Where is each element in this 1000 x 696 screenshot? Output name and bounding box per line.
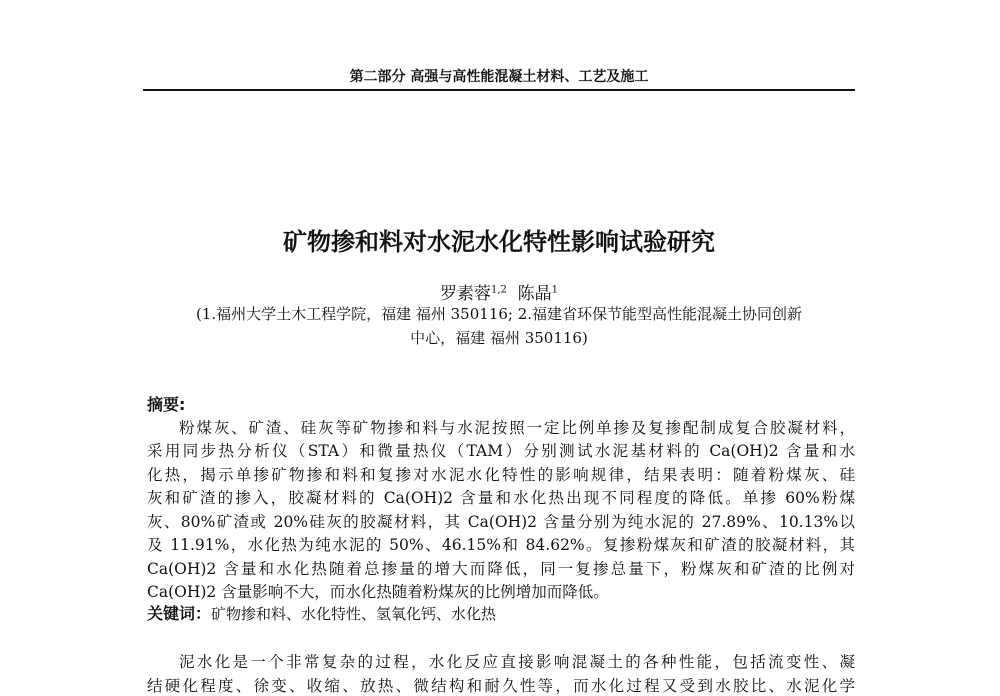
authors bbox=[143, 279, 855, 304]
affiliation-line: 中心，福建 福州 350116) bbox=[410, 329, 588, 347]
abstract-line: 及 11.91%，水化热为纯水泥的 50%、46.15%和 84.62%。复掺粉煤灰和矿渣的胶凝材料，其 bbox=[147, 536, 855, 554]
author-name: 罗素蓉 bbox=[439, 284, 491, 304]
keywords-text: 矿物掺和料、水化特性、氢氧化钙、水化热 bbox=[211, 605, 497, 623]
abstract-line: Ca(OH)2 含量影响不大，而水化热随着粉煤灰的比例增加而降低。 bbox=[147, 583, 609, 601]
affiliation-line: (1.福州大学土木工程学院，福建 福州 350116; 2.福建省环保节能型高性能混凝土协同创新 bbox=[195, 305, 803, 323]
body-line: 泥水化是一个非常复杂的过程，水化反应直接影响混凝土的各种性能，包括流变性、凝 bbox=[179, 653, 855, 671]
abstract-line: 灰、80%矿渣或 20%硅灰的胶凝材料，其 Ca(OH)2 含量分别为纯水泥的 27.89%、10.13%以 bbox=[147, 513, 855, 531]
author-affil: 1 bbox=[551, 284, 559, 296]
abstract-line: 化热，揭示单掺矿物掺和料和复掺对水泥水化特性的影响规律，结果表明：随着粉煤灰、硅 bbox=[147, 466, 855, 484]
abstract-line: 采用同步热分析仪（STA）和微量热仪（TAM）分别测试水泥基材料的 Ca(OH)2 含量和水 bbox=[147, 442, 855, 460]
author-affil: 1,2 bbox=[490, 284, 507, 296]
keywords bbox=[147, 601, 496, 624]
abstract-line: 灰和矿渣的掺入，胶凝材料的 Ca(OH)2 含量和水化热出现不同程度的降低。单掺 60%粉煤 bbox=[147, 489, 855, 507]
author-name: 陈晶 bbox=[517, 284, 552, 304]
paper-title: 矿物掺和料对水泥水化特性影响试验研究 bbox=[283, 228, 715, 256]
header-rule bbox=[143, 89, 855, 91]
abstract-line: Ca(OH)2 含量和水化热随着总掺量的增大而降低，同一复掺总量下，粉煤灰和矿渣的比例对 bbox=[147, 560, 855, 578]
running-header: 第二部分 高强与高性能混凝土材料、工艺及施工 bbox=[349, 69, 649, 85]
keywords-label: 关键词： bbox=[147, 604, 212, 623]
abstract-label: 摘要: bbox=[147, 395, 186, 414]
body-line: 结硬化程度、徐变、收缩、放热、微结构和耐久性等，而水化过程又受到水胶比、水泥化学 bbox=[147, 677, 855, 695]
abstract-line: 粉煤灰、矿渣、硅灰等矿物掺和料与水泥按照一定比例单掺及复掺配制成复合胶凝材料， bbox=[179, 419, 855, 437]
